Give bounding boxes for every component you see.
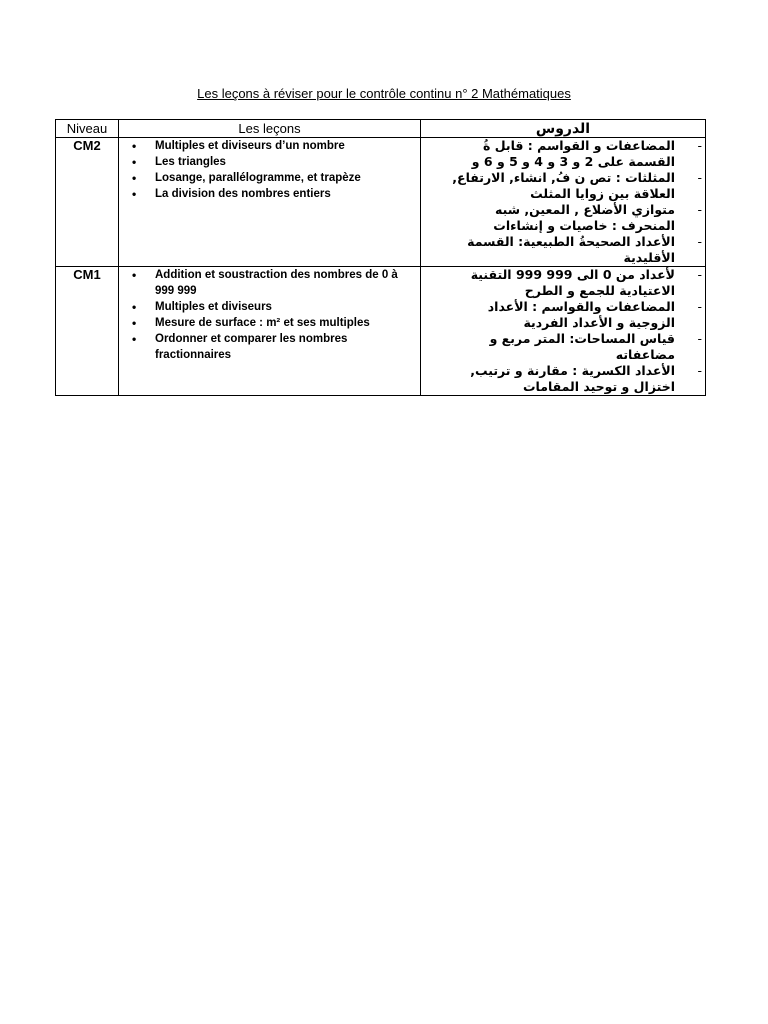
document-title: Les leçons à réviser pour le contrôle continu n° 2 Mathématiques bbox=[197, 86, 571, 101]
list-item: - الأعداد الصحيحةُ الطبيعية: القسمة الأقليدية bbox=[449, 234, 675, 266]
list-item: • Multiples et diviseurs d’un nombre bbox=[155, 138, 420, 154]
list-item: - المضاعفات والقواسم : الأعداد الزوجية و الأعداد الفردية bbox=[449, 299, 675, 331]
list-item: - قياس المساحات: المتر مربع و مضاعفاته bbox=[449, 331, 675, 363]
level-cell: CM1 bbox=[56, 267, 119, 396]
lessons-fr-list bbox=[119, 267, 420, 363]
list-item: • Les triangles bbox=[155, 154, 420, 170]
list-item: • Addition et soustraction des nombres de 0 à 999 999 bbox=[155, 267, 420, 299]
table-row bbox=[56, 267, 706, 396]
lessons-ar-list bbox=[421, 138, 705, 266]
list-item: - المضاعفات و القواسم : قابل ةُ القسمة على 2 و 3 و 4 و 5 و 6 و bbox=[449, 138, 675, 170]
list-item: • Multiples et diviseurs bbox=[155, 299, 420, 315]
list-item: - الأعداد الكسرية : مقارنة و ترتيب, اختزال و توحيد المقامات bbox=[449, 363, 675, 395]
list-item: - متوازي الأضلاع , المعين, شبه المنحرف : خاصيات و إنشاءات bbox=[449, 202, 675, 234]
lessons-ar-cell bbox=[421, 267, 706, 396]
list-item: - لأعداد من 0 الى 999 999 التقنية الاعتيادية للجمع و الطرح bbox=[449, 267, 675, 299]
table-header-row bbox=[56, 120, 706, 138]
lessons-ar-list bbox=[421, 267, 705, 395]
list-item: • Ordonner et comparer les nombres fractionnaires bbox=[155, 331, 420, 363]
list-item: • La division des nombres entiers bbox=[155, 186, 420, 202]
list-item: • Mesure de surface : m² et ses multiples bbox=[155, 315, 420, 331]
lessons-fr-cell bbox=[119, 138, 421, 267]
lessons-ar-cell bbox=[421, 138, 706, 267]
header-level: Niveau bbox=[56, 120, 119, 138]
level-cell: CM2 bbox=[56, 138, 119, 267]
table-row bbox=[56, 138, 706, 267]
header-lessons-ar: الدروس bbox=[421, 120, 706, 138]
list-item: - المثلثات : تص ن فُ, انشاء, الارتفاع, العلاقة بين زوايا المثلث bbox=[449, 170, 675, 202]
lessons-table bbox=[55, 119, 706, 396]
header-lessons-fr: Les leçons bbox=[119, 120, 421, 138]
lessons-fr-list bbox=[119, 138, 420, 202]
list-item: • Losange, parallélogramme, et trapèze bbox=[155, 170, 420, 186]
lessons-fr-cell bbox=[119, 267, 421, 396]
